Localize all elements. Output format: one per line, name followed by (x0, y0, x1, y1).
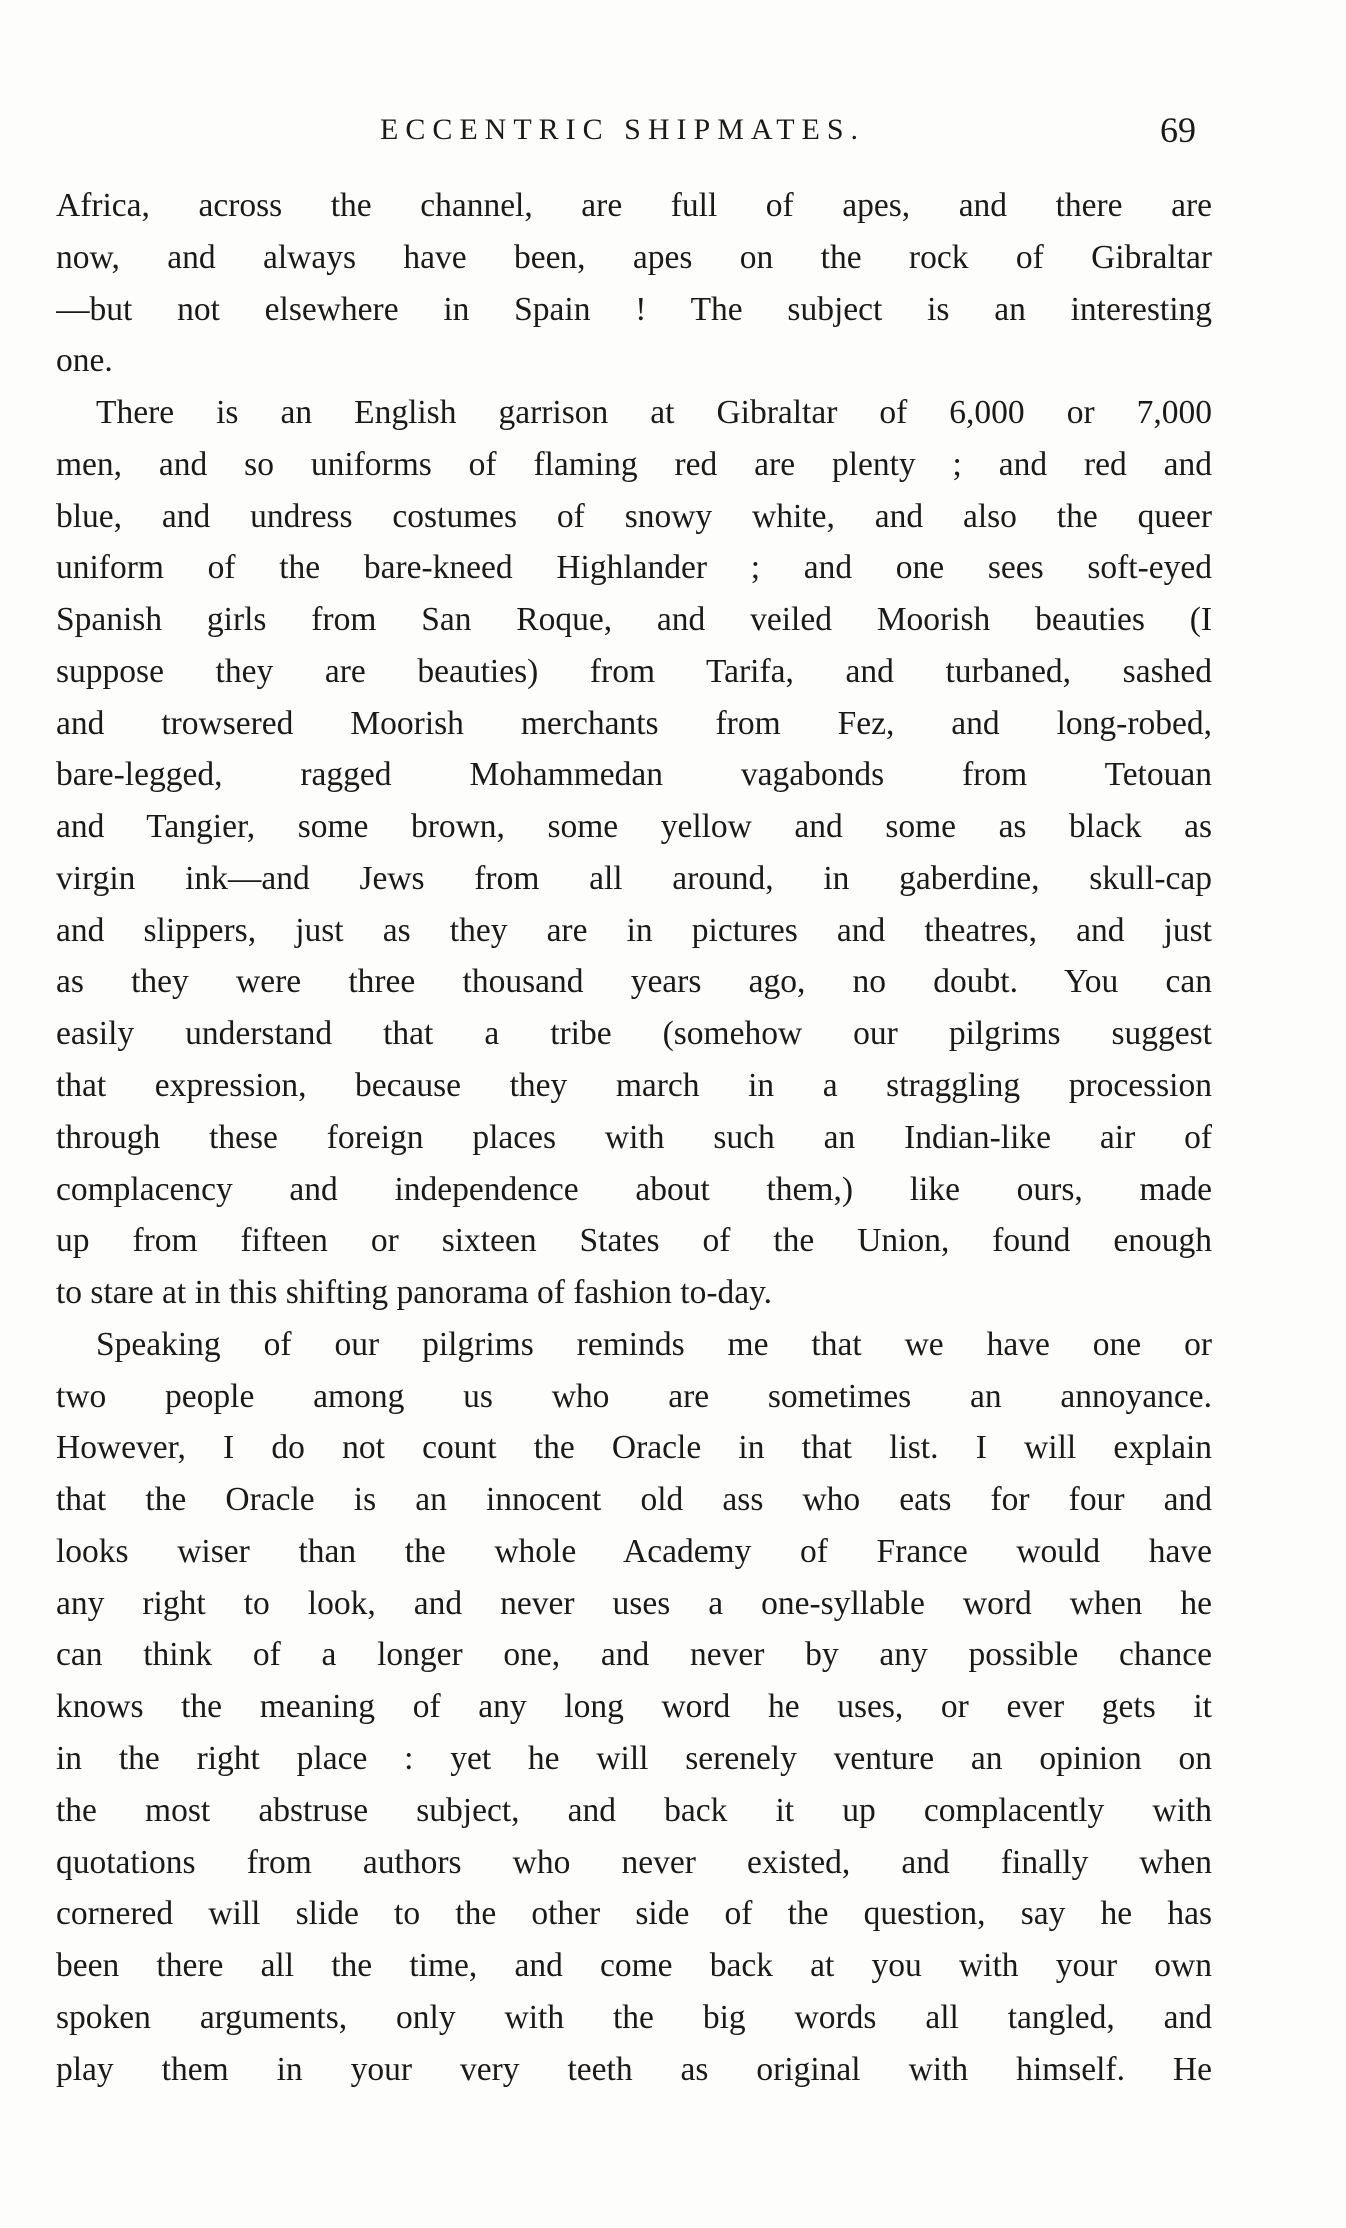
text-line: —but not elsewhere in Spain ! The subject is an interesting (56, 290, 1212, 328)
text-line: to stare at in this shifting panorama of fashion to-day. (56, 1274, 773, 1312)
page-number: 69 (1160, 110, 1196, 150)
text-line: Spanish girls from San Roque, and veiled Moorish beauties (I (56, 601, 1212, 639)
text-line: easily understand that a tribe (somehow our pilgrims suggest (56, 1015, 1212, 1053)
text-line: virgin ink—and Jews from all around, in gaberdine, skull-cap (56, 859, 1212, 897)
text-line: play them in your very teeth as original with himself. He (56, 2050, 1212, 2088)
text-line: and trowsered Moorish merchants from Fez, and long-robed, (56, 704, 1212, 742)
paragraph-garrison (56, 387, 1212, 1319)
text-line: the most abstruse subject, and back it up complacently with (56, 1791, 1212, 1829)
text-line: bare-legged, ragged Mohammedan vagabonds from Tetouan (56, 756, 1212, 794)
text-line: through these foreign places with such an Indian-like air of (56, 1118, 1212, 1156)
text-line: men, and so uniforms of flaming red are plenty ; and red and (56, 445, 1212, 483)
paragraph-apes (56, 180, 1212, 387)
running-title: ECCENTRIC SHIPMATES. (380, 113, 866, 146)
text-line: and Tangier, some brown, some yellow and some as black as (56, 808, 1212, 846)
text-line: cornered will slide to the other side of the question, say he has (56, 1895, 1212, 1933)
text-line: any right to look, and never uses a one-syllable word when he (56, 1584, 1212, 1622)
text-line: looks wiser than the whole Academy of France would have (56, 1532, 1212, 1570)
running-head (0, 100, 1346, 160)
text-line: knows the meaning of any long word he uses, or ever gets it (56, 1688, 1212, 1726)
text-line: two people among us who are sometimes an annoyance. (56, 1377, 1212, 1415)
body-text (56, 180, 1212, 2095)
text-line: as they were three thousand years ago, no doubt. You can (56, 963, 1212, 1001)
text-line: complacency and independence about them,) like ours, made (56, 1170, 1212, 1208)
text-line: and slippers, just as they are in pictures and theatres, and just (56, 911, 1212, 949)
text-line: that expression, because they march in a straggling procession (56, 1067, 1212, 1105)
text-line: quotations from authors who never existed, and finally when (56, 1843, 1212, 1881)
text-line: suppose they are beauties) from Tarifa, and turbaned, sashed (56, 652, 1212, 690)
text-line: Speaking of our pilgrims reminds me that we have one or (96, 1325, 1212, 1363)
text-line: now, and always have been, apes on the rock of Gibraltar (56, 238, 1212, 276)
text-line: in the right place : yet he will serenely venture an opinion on (56, 1739, 1212, 1777)
text-line: uniform of the bare-kneed Highlander ; and one sees soft-eyed (56, 549, 1212, 587)
text-line: one. (56, 342, 113, 380)
paragraph-oracle (56, 1319, 1212, 2095)
text-line: Africa, across the channel, are full of apes, and there are (56, 187, 1212, 224)
text-line: spoken arguments, only with the big words all tangled, and (56, 1998, 1212, 2036)
text-line: There is an English garrison at Gibraltar of 6,000 or 7,000 (96, 394, 1212, 432)
text-line: been there all the time, and come back at you with your own (56, 1947, 1212, 1985)
text-line: that the Oracle is an innocent old ass who eats for four and (56, 1481, 1212, 1519)
text-line: can think of a longer one, and never by any possible chance (56, 1636, 1212, 1674)
text-line: blue, and undress costumes of snowy white, and also the queer (56, 497, 1212, 535)
text-line: However, I do not count the Oracle in that list. I will explain (56, 1429, 1212, 1467)
text-line: up from fifteen or sixteen States of the Union, found enough (56, 1222, 1212, 1260)
